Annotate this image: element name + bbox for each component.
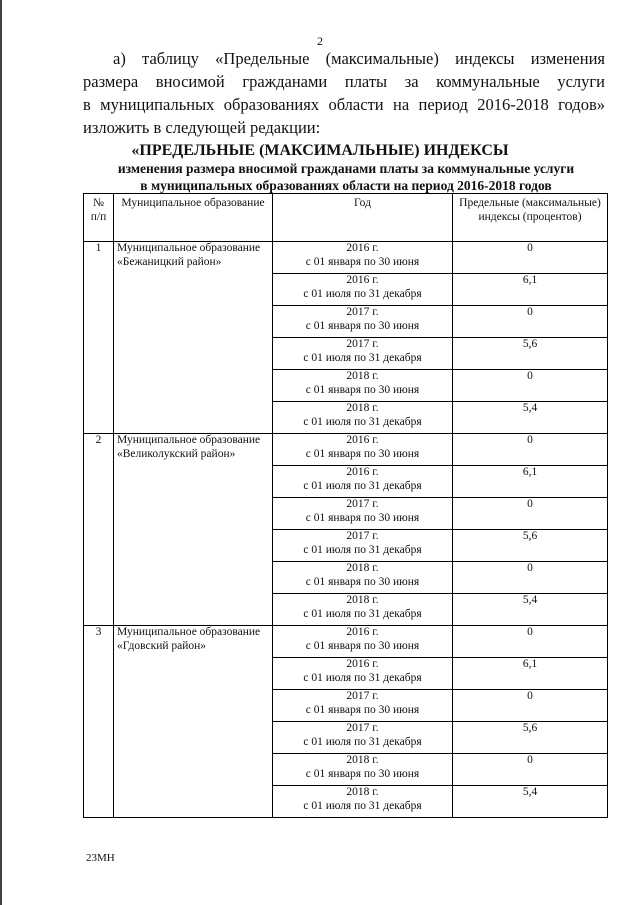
period-range: с 01 июля по 31 декабря (303, 479, 422, 492)
period-cell (273, 690, 453, 722)
table-subtitle-line: в муниципальных образованиях области на период 2016-2018 годов (140, 178, 552, 193)
period-year: 2017 г. (346, 530, 379, 542)
table-body (84, 242, 608, 818)
period-range: с 01 января по 30 июня (305, 447, 420, 460)
period-cell (273, 274, 453, 306)
period-year: 2017 г. (346, 306, 379, 318)
period-range: с 01 июля по 31 декабря (303, 671, 422, 684)
index-value: 5,4 (453, 402, 608, 434)
period-range: с 01 июля по 31 декабря (303, 607, 422, 620)
period-range: с 01 января по 30 июня (305, 383, 420, 396)
period-year: 2018 г. (346, 562, 379, 574)
table-row (84, 434, 608, 466)
period-cell (273, 370, 453, 402)
municipality-cell: Муниципальное образование «Великолукский район» (114, 434, 273, 626)
intro-line: в муниципальных образованиях области на период 2016-2018 годов» (83, 95, 605, 114)
index-value: 5,6 (453, 530, 608, 562)
scan-edge (0, 0, 2, 905)
index-value: 0 (453, 434, 608, 466)
period-cell (273, 402, 453, 434)
table-title: «ПРЕДЕЛЬНЫЕ (МАКСИМАЛЬНЫЕ) ИНДЕКСЫ (131, 142, 509, 159)
period-range: с 01 января по 30 июня (305, 575, 420, 588)
index-value: 0 (453, 370, 608, 402)
period-cell (273, 626, 453, 658)
period-year: 2018 г. (346, 594, 379, 606)
period-year: 2018 г. (346, 754, 379, 766)
index-value: 5,4 (453, 594, 608, 626)
period-year: 2016 г. (346, 434, 379, 446)
period-range: с 01 июля по 31 декабря (303, 543, 422, 556)
index-value: 5,6 (453, 722, 608, 754)
index-value: 0 (453, 498, 608, 530)
period-cell (273, 754, 453, 786)
table-subtitle (86, 160, 606, 194)
header-municipality: Муниципальное образование (114, 194, 273, 242)
intro-paragraph (83, 47, 605, 139)
index-value: 0 (453, 242, 608, 274)
indices-table (83, 193, 608, 818)
municipality-cell: Муниципальное образование «Бежаницкий район» (114, 242, 273, 434)
period-cell (273, 658, 453, 690)
index-value: 6,1 (453, 466, 608, 498)
period-cell (273, 786, 453, 818)
period-cell (273, 594, 453, 626)
document-code: 23МН (86, 852, 115, 864)
period-cell (273, 338, 453, 370)
intro-line: размера вносимой гражданами платы за коммунальные услуги (83, 72, 605, 91)
period-range: с 01 января по 30 июня (305, 255, 420, 268)
period-year: 2018 г. (346, 786, 379, 798)
period-cell (273, 466, 453, 498)
period-cell (273, 434, 453, 466)
table-subtitle-line: изменения размера вносимой гражданами платы за коммунальные услуги (117, 161, 575, 176)
index-value: 0 (453, 754, 608, 786)
period-range: с 01 января по 30 июня (305, 511, 420, 524)
page-number: 2 (317, 34, 323, 48)
period-year: 2016 г. (346, 242, 379, 254)
intro-line: изложить в следующей редакции: (83, 118, 321, 137)
row-number: 3 (84, 626, 114, 818)
intro-line: а) таблицу «Предельные (максимальные) индексы изменения (113, 49, 605, 68)
period-range: с 01 января по 30 июня (305, 639, 420, 652)
period-year: 2016 г. (346, 466, 379, 478)
period-range: с 01 июля по 31 декабря (303, 351, 422, 364)
period-year: 2016 г. (346, 274, 379, 286)
index-value: 0 (453, 690, 608, 722)
header-year: Год (273, 194, 453, 242)
period-year: 2016 г. (346, 626, 379, 638)
table-row (84, 242, 608, 274)
table-header-row (84, 194, 608, 242)
row-number: 2 (84, 434, 114, 626)
header-num: № п/п (84, 194, 114, 242)
period-cell (273, 562, 453, 594)
period-year: 2018 г. (346, 402, 379, 414)
index-value: 0 (453, 306, 608, 338)
period-cell (273, 242, 453, 274)
period-year: 2017 г. (346, 498, 379, 510)
period-year: 2018 г. (346, 370, 379, 382)
index-value: 0 (453, 626, 608, 658)
period-cell (273, 722, 453, 754)
municipality-cell: Муниципальное образование «Гдовский район» (114, 626, 273, 818)
index-value: 5,4 (453, 786, 608, 818)
period-range: с 01 июля по 31 декабря (303, 735, 422, 748)
period-cell (273, 306, 453, 338)
period-range: с 01 июля по 31 декабря (303, 415, 422, 428)
period-cell (273, 530, 453, 562)
period-cell (273, 498, 453, 530)
period-range: с 01 января по 30 июня (305, 767, 420, 780)
period-range: с 01 января по 30 июня (305, 703, 420, 716)
period-year: 2017 г. (346, 722, 379, 734)
header-index: Предельные (максимальные) индексы (процентов) (453, 194, 608, 242)
period-range: с 01 июля по 31 декабря (303, 287, 422, 300)
index-value: 6,1 (453, 274, 608, 306)
index-value: 5,6 (453, 338, 608, 370)
index-value: 6,1 (453, 658, 608, 690)
table-row (84, 626, 608, 658)
index-value: 0 (453, 562, 608, 594)
period-year: 2017 г. (346, 690, 379, 702)
row-number: 1 (84, 242, 114, 434)
period-range: с 01 января по 30 июня (305, 319, 420, 332)
period-year: 2016 г. (346, 658, 379, 670)
period-range: с 01 июля по 31 декабря (303, 799, 422, 812)
period-year: 2017 г. (346, 338, 379, 350)
